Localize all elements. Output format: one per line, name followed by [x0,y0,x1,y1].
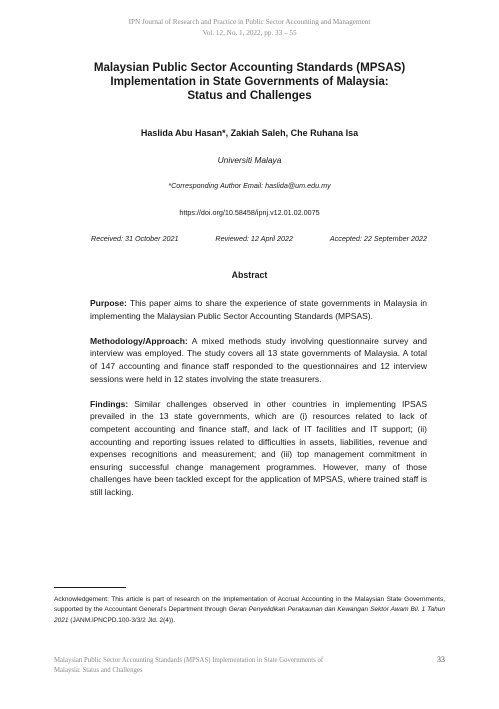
title-line: Malaysian Public Sector Accounting Standards (MPSAS) [93,61,406,74]
journal-header [0,17,499,38]
abstract-methodology [90,335,427,385]
section-text: Similar challenges observed in other countries in implementing IPSAS prevailed in the 13 state governments, which are (i) resources related to lack of competent accounting and finance staff, and lack of IT facilities and IT support; (ii) accounting and reporting issues related to difficulties in assets, liabilities, revenue and expenses recognitions and measurement; and (iii) top management commitment in ensuring successful change management programmes. However, many of those challenges have been tackled except for the application of MPSAS, where trained staff is still lacking. [90,398,427,497]
abstract-findings [90,398,427,499]
page-number: 33 [437,655,445,664]
affiliation: Universiti Malaya [217,155,282,165]
article-title [40,61,459,103]
running-title-line: Malaysian Public Sector Accounting Standards (MPSAS) Implementation in State Governments of [54,657,324,664]
journal-name: IPN Journal of Research and Practice in Public Sector Accounting and Management [128,18,371,26]
abstract-body [90,297,427,511]
section-text: A mixed methods study involving questionnaire survey and interview was employed. The study covers all 13 state governments of Malaysia. A total of 147 accounting and finance staff responded to the questionnaires and 12 interview sessions were held in 12 states involving the state treasurers. [90,335,427,384]
grant-name: Geran Penyelidikan Perakaunan dan Kewangan Sektor Awam Bil. 1 Tahun 2021 [54,606,446,624]
title-line: Status and Challenges [187,89,312,102]
accepted-date: Accepted: 22 September 2022 [329,234,427,243]
abstract-purpose [90,297,427,322]
footnote-text: Acknowledgement: This article is part of research on the Implementation of Accrual Accounting in the Malaysian State Governments, supported by the Accountant General’s Department through [54,596,445,614]
footnote-divider [54,587,126,588]
section-label: Purpose: [90,298,127,308]
section-text: This paper aims to share the experience of state governments in Malaysia in implementing the Malaysian Public Sector Accounting Standards (MPSAS). [90,298,427,321]
author-list: Haslida Abu Hasan*, Zakiah Saleh, Che Ruhana Isa [140,128,359,138]
reviewed-date: Reviewed: 12 April 2022 [215,234,294,243]
doi-link[interactable]: https://doi.org/10.58458/ipnj.v12.01.02.0075 [179,208,320,217]
footnote-reference: (JANM.IPNCPD.100-3/3/2 Jld. 2(4)). [68,616,176,624]
acknowledgement-footnote [54,595,445,626]
volume-info: Vol. 12, No. 1, 2022, pp. 33 – 55 [202,28,297,37]
section-label: Methodology/Approach: [90,335,188,346]
publication-dates [91,234,427,243]
title-line: Implementation in State Governments of Malaysia: [110,75,389,88]
section-label: Findings: [90,398,129,409]
running-footer [54,656,384,675]
corresponding-author: *Corresponding Author Email: haslida@um.edu.my [168,181,331,190]
received-date: Received: 31 October 2021 [91,234,179,243]
running-title-line: Malaysia: Status and Challenges [54,666,143,674]
abstract-heading: Abstract [231,270,268,280]
